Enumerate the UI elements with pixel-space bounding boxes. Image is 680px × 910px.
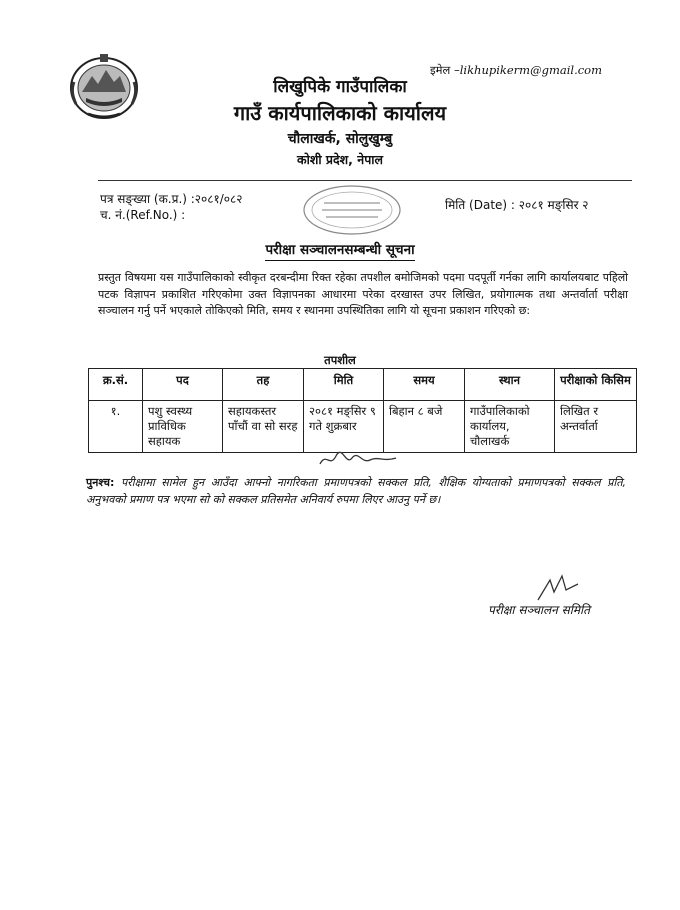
header-date: मिति (304, 369, 384, 401)
cell-time: बिहान ८ बजे (384, 401, 465, 453)
notice-title-text: परीक्षा सञ्चालनसम्बन्धी सूचना (265, 242, 414, 261)
table-row (89, 401, 637, 453)
cell-post: पशु स्वस्थ्य प्राविधिक सहायक (143, 401, 223, 453)
cell-exam-type: लिखित र अन्तर्वार्ता (555, 401, 637, 453)
cell-date: २०८१ मङ्सिर ९ गते शुक्रबार (304, 401, 384, 453)
table-header-row (89, 369, 637, 401)
table-caption: तपशील (324, 353, 356, 367)
header-divider (98, 180, 632, 181)
cell-serial: १. (89, 401, 143, 453)
document-date: मिति (Date) : २०८१ मङ्सिर २ (445, 198, 589, 212)
office-stamp-icon (300, 183, 404, 237)
province-country: कोशी प्रदेश, नेपाल (296, 152, 384, 167)
email-address: likhupikerm@gmail.com (459, 63, 602, 77)
notice-body: प्रस्तुत विषयमा यस गाउँपालिकाको स्वीकृत दरबन्दीमा रिक्त रहेका तपशील बमोजिमको पदमा पदपूर्ती गर्नका लागि कार्यालयबाट पहिलो पटक विज्ञापन प्रकाशित गरिएकोमा उक्त विज्ञापनका आधारमा परेका दरखास्त उपर लिखित, प्रयोगात्मक तथा अन्तर्वार्ता परीक्षा सञ्चालन गर्नु पर्ने भएकाले तोकिएको मिति, समय र स्थानमा उपस्थितिका लागि यो सूचना प्रकाशन गरिएको छ: (98, 271, 628, 317)
office-location: चौलाखर्क, सोलुखुम्बु (287, 131, 393, 147)
postscript-text: परीक्षामा सामेल हुन आउँदा आफ्नो नागरिकता प्रमाणपत्रको सक्कल प्रति, शैक्षिक योग्यताको प्रमाणपत्रको सक्कल प्रति, अनुभवको प्रमाण पत्र भएमा सो को सक्कल प्रतिसमेत अनिवार्य रुपमा लिएर आउनु पर्ने छ। (86, 476, 626, 506)
committee-signature-icon (536, 574, 580, 602)
header-serial: क्र.सं. (89, 369, 143, 401)
header-post: पद (143, 369, 223, 401)
cell-venue: गाउँपालिकाको कार्यालय, चौलाखर्क (465, 401, 555, 453)
letter-number: पत्र सङ्ख्या (क.प्र.) :२०८१/०८२ (100, 192, 243, 206)
email-label: इमेल – (430, 63, 460, 77)
signature-icon (318, 450, 398, 470)
notice-title (0, 240, 680, 258)
header-time: समय (384, 369, 465, 401)
reference-number: च. नं.(Ref.No.) : (100, 208, 186, 222)
header-exam-type: परीक्षाको किसिम (555, 369, 637, 401)
cell-level: सहायकस्तर पाँचौं वा सो सरह (223, 401, 304, 453)
municipality-name: लिखुपिके गाउँपालिका (273, 77, 407, 97)
office-name: गाउँ कार्यपालिकाको कार्यालय (233, 101, 447, 125)
postscript-note (86, 474, 626, 508)
committee-name: परीक्षा सञ्चालन समिति (488, 603, 590, 617)
header-level: तह (223, 369, 304, 401)
header-venue: स्थान (465, 369, 555, 401)
exam-schedule-table (88, 368, 637, 453)
postscript-label: पुनश्च: (86, 476, 115, 489)
